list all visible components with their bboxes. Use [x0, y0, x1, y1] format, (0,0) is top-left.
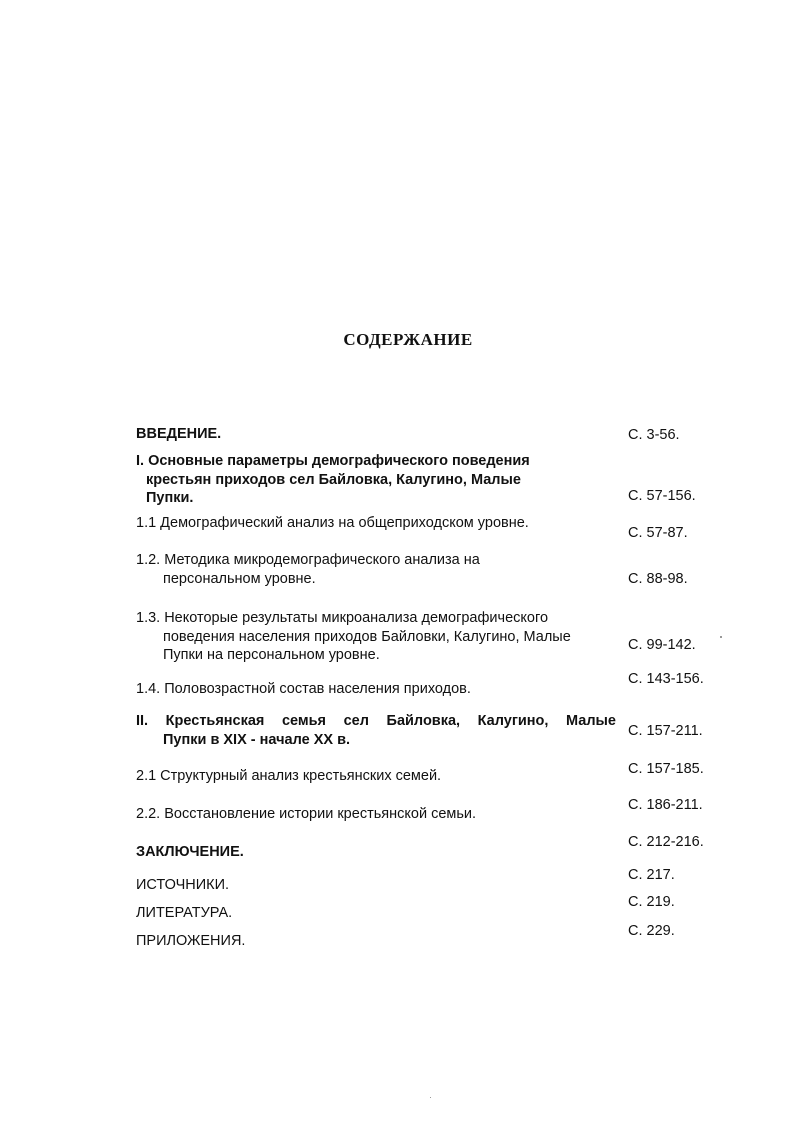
toc-page-number: С. 212-216.	[628, 834, 704, 850]
toc-page-number: С. 229.	[628, 923, 675, 939]
toc-page-number: С. 57-156.	[628, 488, 696, 504]
toc-page-number: С. 88-98.	[628, 571, 688, 587]
toc-entry-chapter-2	[136, 712, 616, 749]
toc-entry-section-2-2	[136, 805, 616, 824]
scan-speck	[430, 1097, 431, 1098]
toc-entry-title: 2.1 Структурный анализ крестьянских семей.	[136, 768, 442, 784]
toc-entry-introduction	[136, 425, 616, 444]
toc-page-number: С. 219.	[628, 894, 675, 910]
toc-page-number: С. 157-185.	[628, 761, 704, 777]
toc-entry-appendices	[136, 932, 616, 951]
toc-page-number: С. 3-56.	[628, 427, 680, 443]
toc-entry-section-2-1	[136, 767, 616, 786]
scan-speck	[720, 636, 722, 638]
toc-entry-title: 1.3. Некоторые результаты микроанализа демографического	[136, 610, 549, 626]
toc-entry-chapter-1	[136, 452, 616, 508]
toc-entry-title: ПРИЛОЖЕНИЯ.	[136, 933, 246, 949]
toc-entry-section-1-3	[136, 609, 616, 665]
toc-entry-title: 2.2. Восстановление истории крестьянской семьи.	[136, 806, 477, 822]
toc-entry-literature	[136, 904, 616, 923]
toc-entry-title: 1.4. Половозрастной состав населения приходов.	[136, 681, 471, 697]
toc-page-number: С. 217.	[628, 867, 675, 883]
toc-entry-title: ИСТОЧНИКИ.	[136, 877, 230, 893]
toc-entry-title: поведения населения приходов Байловки, Калугино, Малые	[163, 628, 571, 645]
page-title: СОДЕРЖАНИЕ	[343, 330, 473, 349]
toc-entry-title: Пупки.	[146, 490, 194, 506]
toc-entry-title: II. Крестьянская семья сел Байловка, Калугино, Малые	[136, 713, 616, 729]
toc-entry-section-1-4	[136, 680, 616, 699]
toc-page-number: С. 186-211.	[628, 797, 703, 813]
toc-entry-title: 1.1 Демографический анализ на общеприходском уровне.	[136, 515, 529, 531]
toc-entry-title: 1.2. Методика микродемографического анализа на	[136, 552, 480, 568]
toc-entry-title: Пупки в XIX - начале XX в.	[163, 731, 351, 748]
toc-page-number: С. 57-87.	[628, 525, 688, 541]
toc-page-number: С. 99-142.	[628, 637, 696, 653]
toc-entry-section-1-2	[136, 551, 616, 588]
toc-entry-sources	[136, 876, 616, 895]
toc-entry-title: ЛИТЕРАТУРА.	[136, 905, 233, 921]
toc-entry-title: персональном уровне.	[163, 570, 316, 587]
toc-entry-title: крестьян приходов сел Байловка, Калугино, Малые	[146, 471, 521, 488]
toc-page-number: С. 143-156.	[628, 671, 704, 687]
toc-entry-title: Пупки на персональном уровне.	[163, 647, 380, 663]
toc-entry-section-1-1	[136, 514, 616, 533]
toc-entry-title: ВВЕДЕНИЕ.	[136, 426, 222, 442]
toc-page-number: С. 157-211.	[628, 723, 703, 739]
toc-entry-title: ЗАКЛЮЧЕНИЕ.	[136, 844, 244, 860]
toc-entry-conclusion	[136, 843, 616, 862]
toc-entry-title: I. Основные параметры демографического поведения	[136, 453, 530, 469]
